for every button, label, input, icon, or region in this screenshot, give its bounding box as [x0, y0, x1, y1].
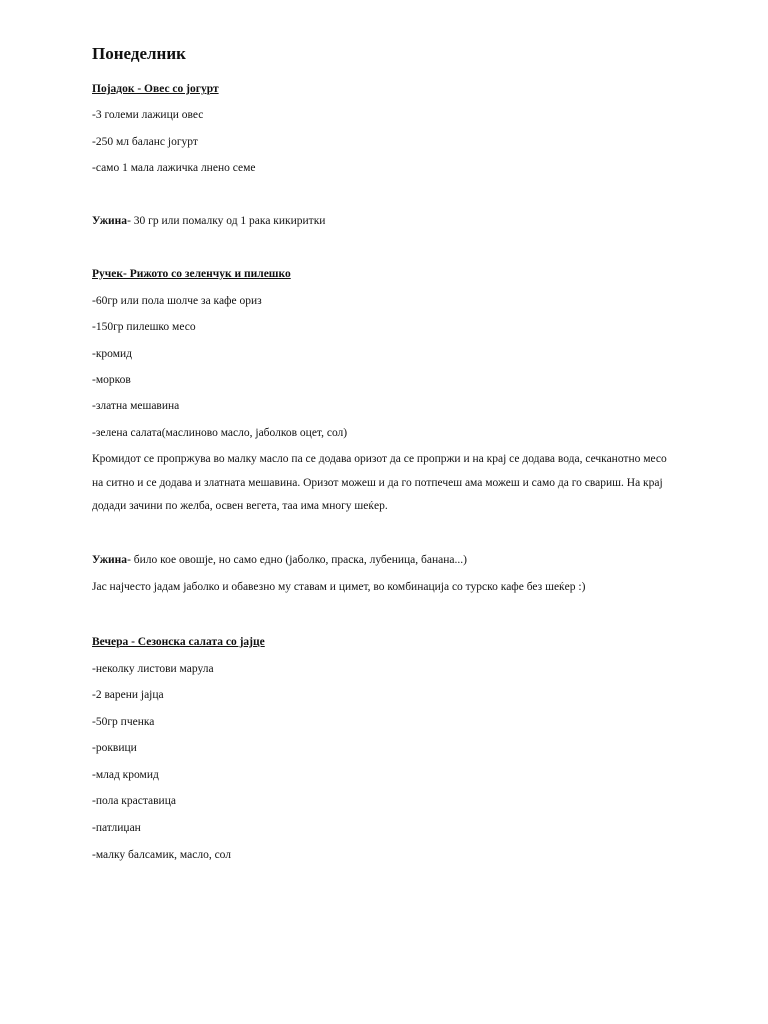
lunch-item: -златна мешавина — [92, 400, 180, 412]
snack-line — [92, 214, 325, 228]
snack-text: - 30 гр или помалку од 1 рака кикиритки — [127, 215, 326, 227]
dinner-item: -неколку листови марула — [92, 663, 214, 675]
page-title: Понеделник — [92, 44, 186, 63]
breakfast-item: -само 1 мала лажичка лнено семе — [92, 162, 256, 174]
dinner-item: -50гр пченка — [92, 716, 155, 728]
snack-note: Јас најчесто јадам јаболко и обавезно му ставам и цимет, во комбинација со турско кафе без шеќер :) — [92, 581, 586, 593]
lunch-item: -кромид — [92, 348, 132, 360]
breakfast-item: -3 големи лажици овес — [92, 109, 204, 121]
dinner-item: -млад кромид — [92, 769, 159, 781]
breakfast-item: -250 мл баланс јогурт — [92, 136, 198, 148]
dinner-item: -малку балсамик, масло, сол — [92, 849, 232, 861]
snack-text: - било кое овошје, но само едно (јаболко, праска, лубеница, банана...) — [127, 554, 467, 566]
snack-line — [92, 553, 467, 567]
snack-label: Ужина — [92, 215, 128, 227]
dinner-item: -роквици — [92, 742, 137, 754]
lunch-instruction: додади зачини по желба, освен вегета, таа има многу шеќер. — [92, 500, 388, 512]
lunch-item: -зелена салата(маслиново масло, јаболков оцет, сол) — [92, 427, 348, 439]
snack-label: Ужина — [92, 554, 128, 566]
breakfast-heading: Појадок - Овес со јогурт — [92, 83, 219, 95]
lunch-instruction: на ситно и се додава и златната мешавина. Оризот можеш и да го потпечеш ама можеш и само да го свариш. На крај — [92, 477, 663, 489]
lunch-item: -морков — [92, 374, 131, 386]
lunch-item: -150гр пилешко месо — [92, 321, 196, 333]
lunch-heading: Ручек- Рижото со зеленчук и пилешко — [92, 268, 291, 280]
dinner-heading: Вечера - Сезонска салата со јајце — [92, 636, 265, 648]
lunch-instruction: Кромидот се пропржува во малку масло па се додава оризот да се пропржи и на крај се додава вода, сечканотно месо — [92, 453, 667, 465]
lunch-item: -60гр или пола шолче за кафе ориз — [92, 295, 262, 307]
dinner-item: -пола краставица — [92, 795, 176, 807]
dinner-item: -патлиџан — [92, 822, 141, 834]
dinner-item: -2 варени јајца — [92, 689, 164, 701]
